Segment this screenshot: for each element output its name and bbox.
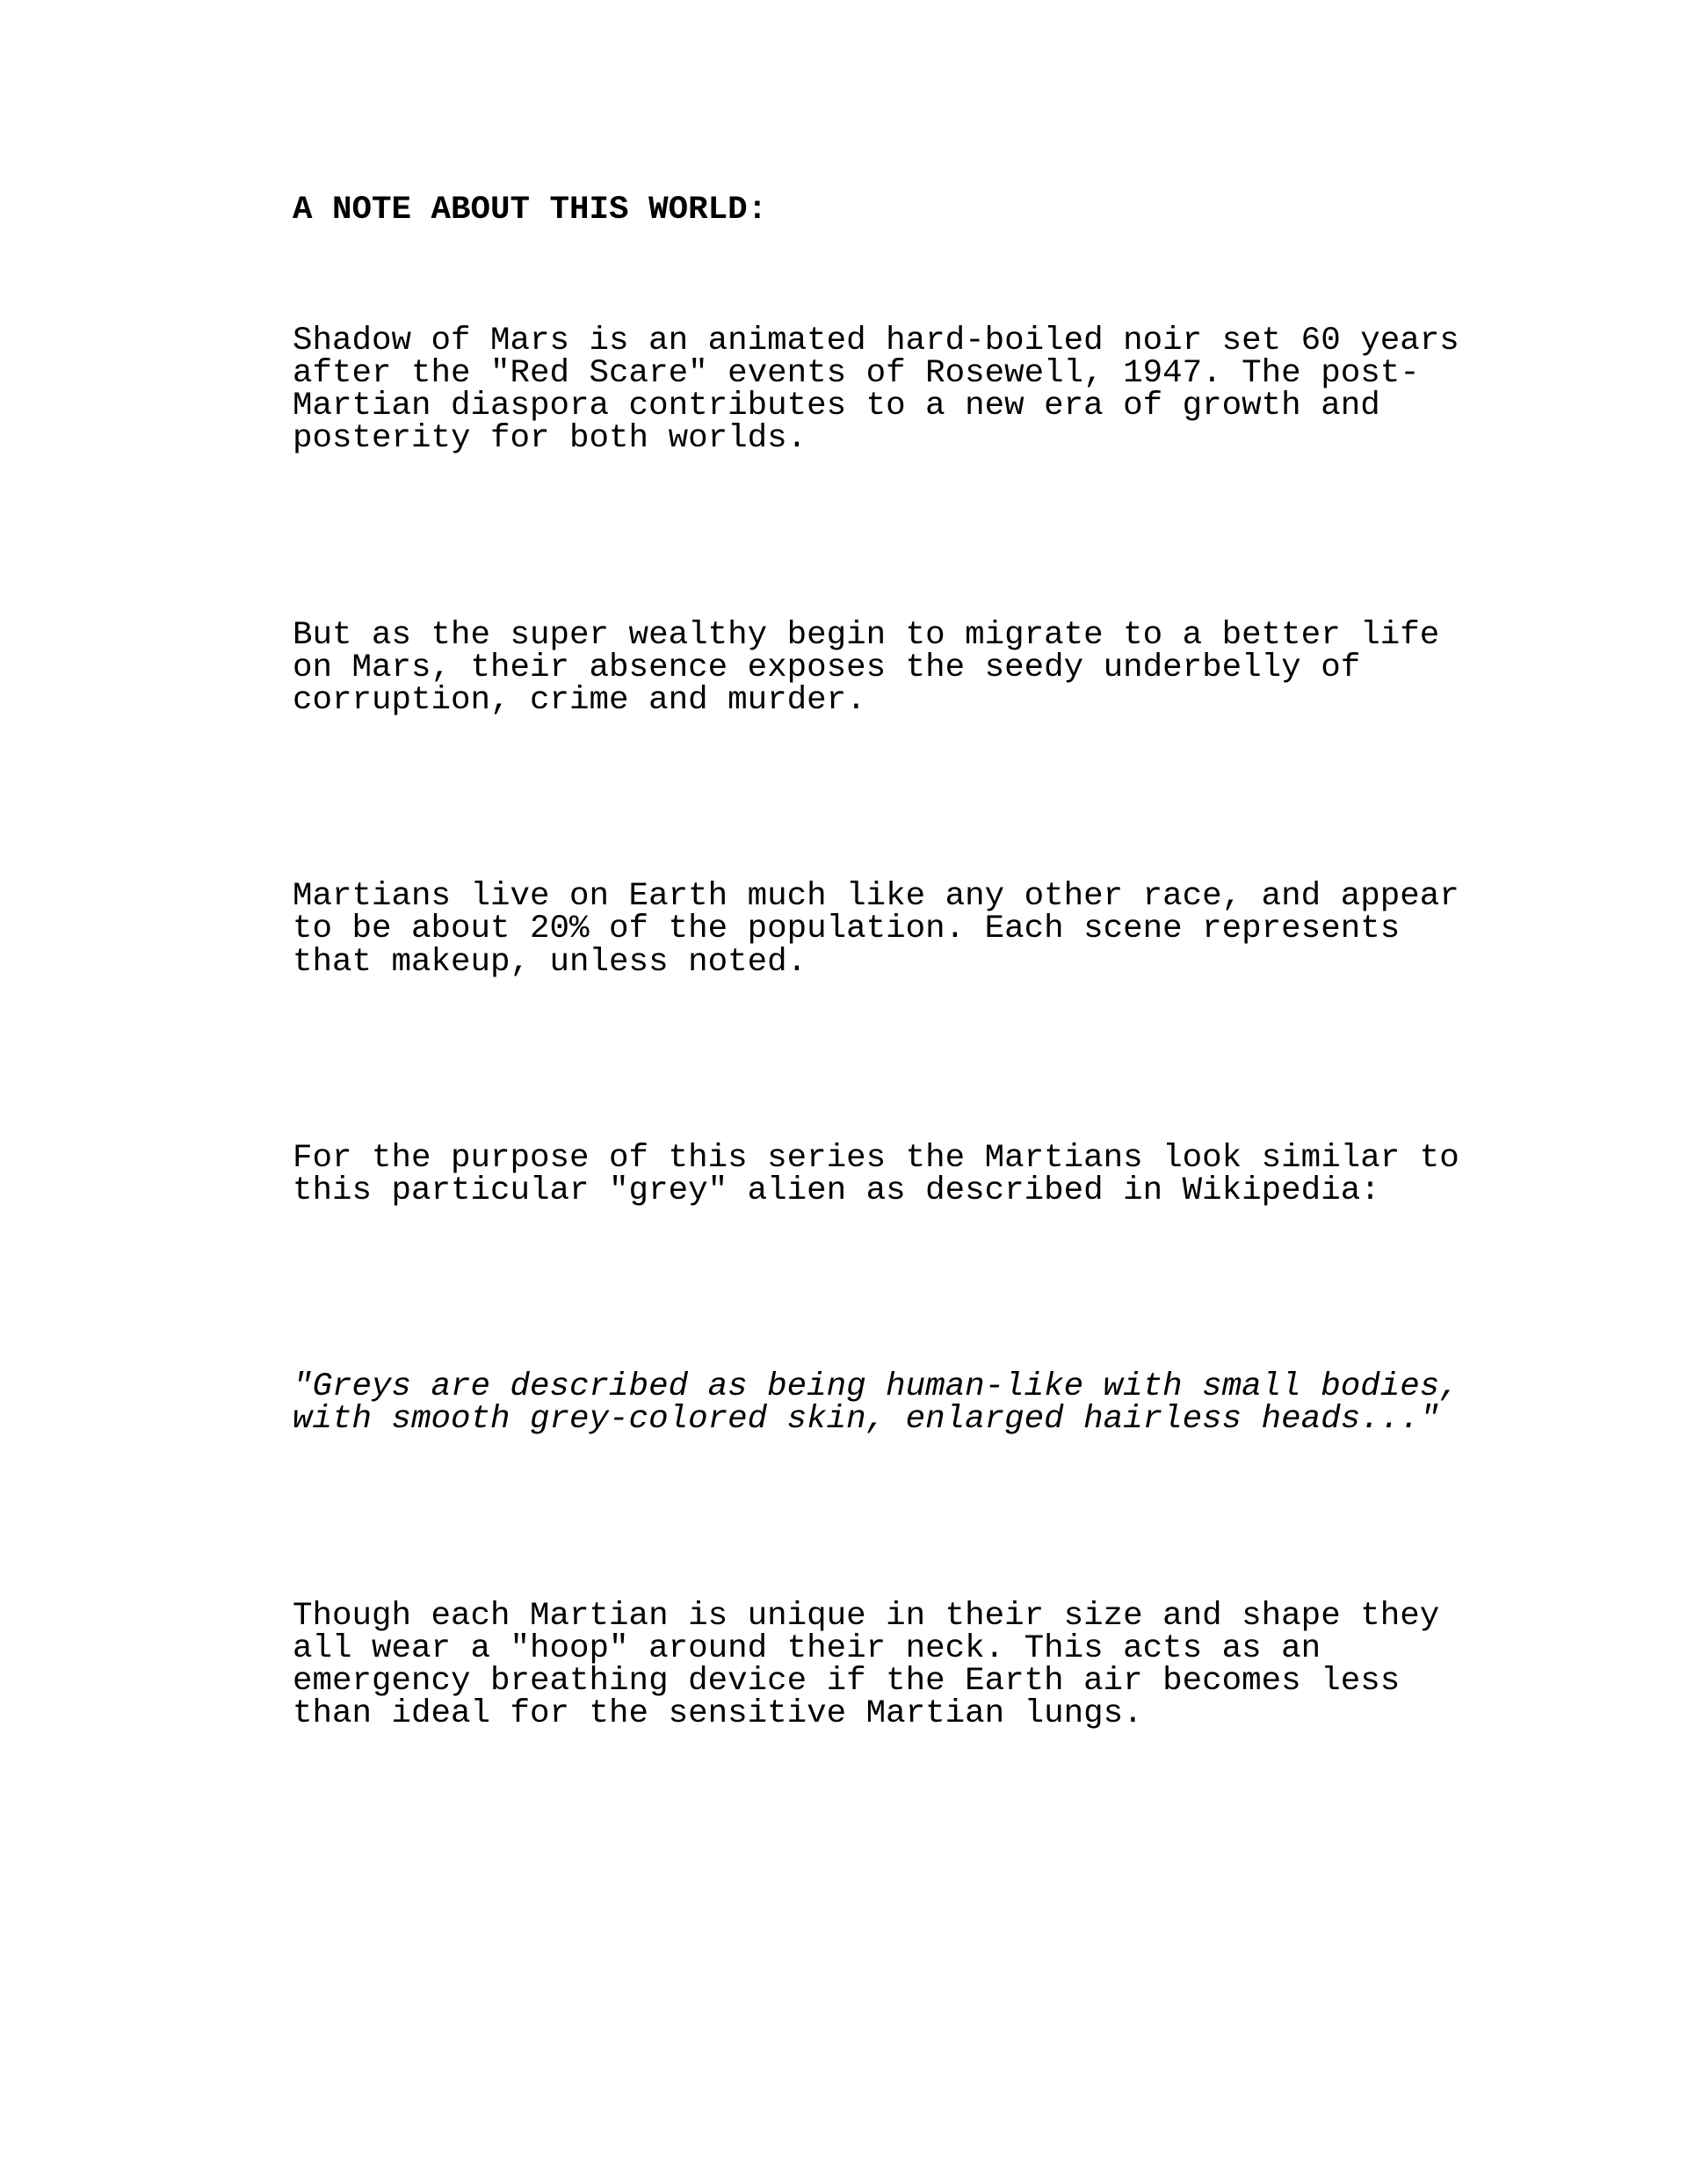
paragraph-appearance: [293, 1077, 1505, 1273]
text-line: corruption, crime and murder.: [293, 682, 866, 720]
text-line: But as the super wealthy begin to migrate to a better life: [293, 616, 1440, 654]
text-line: Martians live on Earth much like any other race, and appear: [293, 878, 1459, 916]
text-line: after the "Red Scare" events of Rosewell, 1947. The post-: [293, 355, 1420, 392]
text-line: emergency breathing device if the Earth air becomes less: [293, 1663, 1401, 1701]
text-line: than ideal for the sensitive Martian lungs.: [293, 1695, 1143, 1733]
quote-line: "Greys are described as being human-like with small bodies,: [293, 1368, 1459, 1406]
text-line: For the purpose of this series the Martians look similar to: [293, 1139, 1459, 1177]
text-line: that makeup, unless noted.: [293, 943, 807, 981]
text-line: Martian diaspora contributes to a new era of growth and: [293, 388, 1380, 425]
text-line: Though each Martian is unique in their size and shape they: [293, 1597, 1440, 1635]
quote-line: with smooth grey-colored skin, enlarged hairless heads...": [293, 1401, 1440, 1439]
text-line: posterity for both worlds.: [293, 420, 807, 458]
text-line: all wear a "hoop" around their neck. This acts as an: [293, 1629, 1321, 1667]
paragraph-wealthy-migration: [293, 554, 1505, 782]
paragraph-hoop: [293, 1535, 1505, 1796]
section-heading: A NOTE ABOUT THIS WORLD:: [293, 192, 768, 229]
paragraph-premise: [293, 259, 1505, 521]
text-line: to be about 20% of the population. Each scene represents: [293, 911, 1401, 948]
text-line: this particular "grey" alien as described in Wikipedia:: [293, 1172, 1380, 1210]
document-body: [293, 194, 1505, 1829]
paragraph-population: [293, 816, 1505, 1044]
text-line: on Mars, their absence exposes the seedy underbelly of: [293, 649, 1361, 686]
wikipedia-quote: [293, 1306, 1505, 1502]
text-line: Shadow of Mars is an animated hard-boiled noir set 60 years: [293, 322, 1459, 359]
